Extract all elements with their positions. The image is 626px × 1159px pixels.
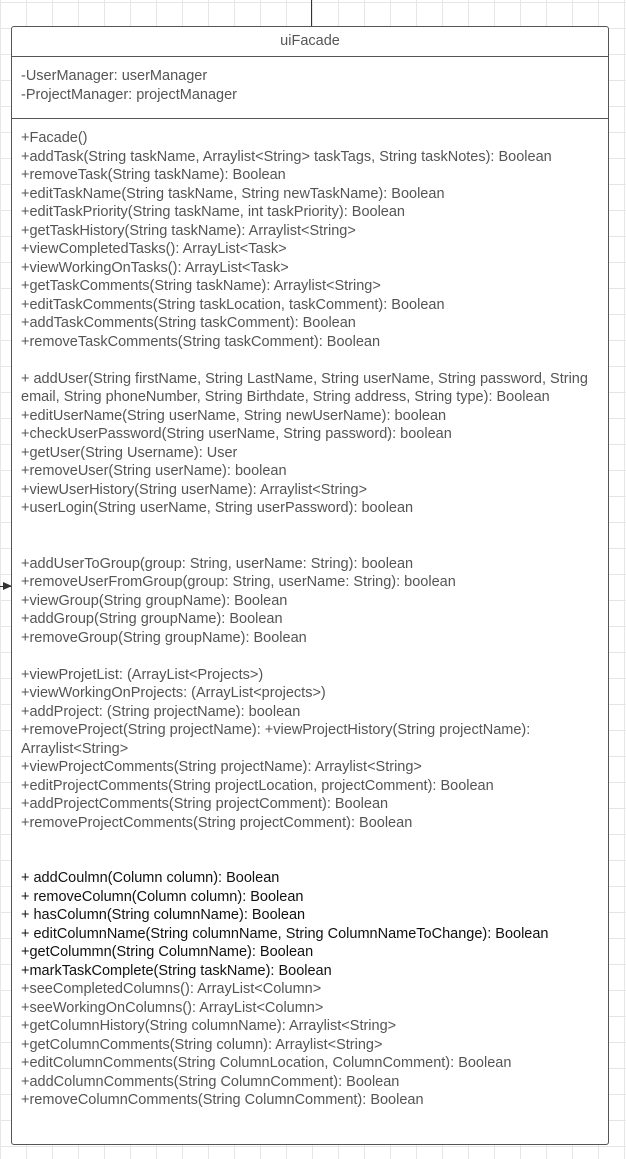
spacer — [21, 351, 599, 370]
method: +getTaskComments(String taskName): Arraylist<String> — [21, 278, 381, 294]
method: + removeColumn(Column column): Boolean — [21, 888, 304, 905]
method: +addColumnComments(String ColumnComment): Boolean — [21, 1073, 400, 1090]
method: +getTaskHistory(String taskName): Arraylist<String> — [21, 222, 356, 239]
method: +viewWorkingOnTasks(): ArrayList<Task> — [21, 259, 289, 276]
method: +viewUserHistory(String userName): Arraylist<String> — [21, 481, 368, 498]
method: +addGroup(String groupName): Boolean — [21, 611, 283, 627]
method: +addTaskComments(String taskComment): Boolean — [21, 315, 356, 331]
class-name: uiFacade — [12, 27, 608, 57]
method: +userLogin(String userName, String userPassword): boolean — [21, 500, 414, 516]
method: +editColumnComments(String ColumnLocation, ColumnComment): Boolean — [21, 1055, 512, 1071]
method: +viewWorkingOnProjects: (ArrayList<projects>) — [21, 685, 326, 701]
uml-class-box[interactable] — [11, 26, 609, 1145]
method: +removeProject(String projectName): +viewProjectHistory(String projectName): Arraylist<String> — [21, 722, 534, 757]
method: +removeProjectComments(String projectComment): Boolean — [21, 814, 413, 831]
methods-section — [12, 119, 608, 1110]
method: +viewProjetList: (ArrayList<Projects>) — [21, 666, 264, 683]
method: +seeWorkingOnColumns(): ArrayList<Column> — [21, 999, 324, 1016]
method: +Facade() — [21, 130, 88, 146]
method: +getUser(String Username): User — [21, 444, 238, 461]
method: +removeUserFromGroup(group: String, userName: String): boolean — [21, 574, 456, 590]
method: +viewProjectComments(String projectName): Arraylist<String> — [21, 759, 422, 775]
method: +addProject: (String projectName): boolean — [21, 703, 301, 720]
method: +addUserToGroup(group: String, userName: String): boolean — [21, 555, 414, 572]
method: +markTaskComplete(String taskName): Boolean — [21, 962, 332, 979]
method: +getColummn(String ColumnName): Boolean — [21, 944, 314, 960]
attribute: -UserManager: userManager — [21, 68, 208, 84]
method: +getColumnHistory(String columnName): Arraylist<String> — [21, 1018, 397, 1034]
method: +editTaskName(String taskName, String newTaskName): Boolean — [21, 185, 445, 202]
method: +addProjectComments(String projectComment): Boolean — [21, 796, 389, 812]
spacer — [21, 647, 599, 666]
spacer — [21, 518, 599, 555]
method: +viewCompletedTasks(): ArrayList<Task> — [21, 241, 287, 257]
method: + addUser(String firstName, String LastName, String userName, String password, String email, String phoneNumber, String Birthdate, String address, String type): Boolean — [21, 370, 592, 405]
method: +viewGroup(String groupName): Boolean — [21, 592, 288, 609]
method: +removeColumnComments(String ColumnComment): Boolean — [21, 1092, 424, 1108]
method: + addCoulmn(Column column): Boolean — [21, 870, 280, 886]
method: +removeTask(String taskName): Boolean — [21, 167, 286, 183]
method: + editColumnName(String columnName, String ColumnNameToChange): Boolean — [21, 925, 549, 942]
spacer — [21, 832, 599, 869]
method: +editTaskPriority(String taskName, int taskPriority): Boolean — [21, 204, 405, 220]
connector-line-top — [311, 0, 312, 27]
method: +checkUserPassword(String userName, String password): boolean — [21, 426, 452, 442]
attribute: -ProjectManager: projectManager — [21, 86, 237, 103]
method: +removeTaskComments(String taskComment): Boolean — [21, 333, 381, 350]
method: +editTaskComments(String taskLocation, taskComment): Boolean — [21, 296, 445, 313]
attributes-section — [12, 57, 608, 119]
method: +addTask(String taskName, Arraylist<String> taskTags, String taskNotes): Boolean — [21, 148, 552, 165]
method: +editUserName(String userName, String newUserName): boolean — [21, 407, 447, 424]
method: +getColumnComments(String column): Arraylist<String> — [21, 1036, 383, 1053]
method: +seeCompletedColumns(): ArrayList<Column> — [21, 981, 322, 997]
method: +removeGroup(String groupName): Boolean — [21, 629, 307, 646]
method: +removeUser(String userName): boolean — [21, 463, 287, 479]
method: +editProjectComments(String projectLocation, projectComment): Boolean — [21, 777, 494, 794]
method: + hasColumn(String columnName): Boolean — [21, 907, 306, 923]
